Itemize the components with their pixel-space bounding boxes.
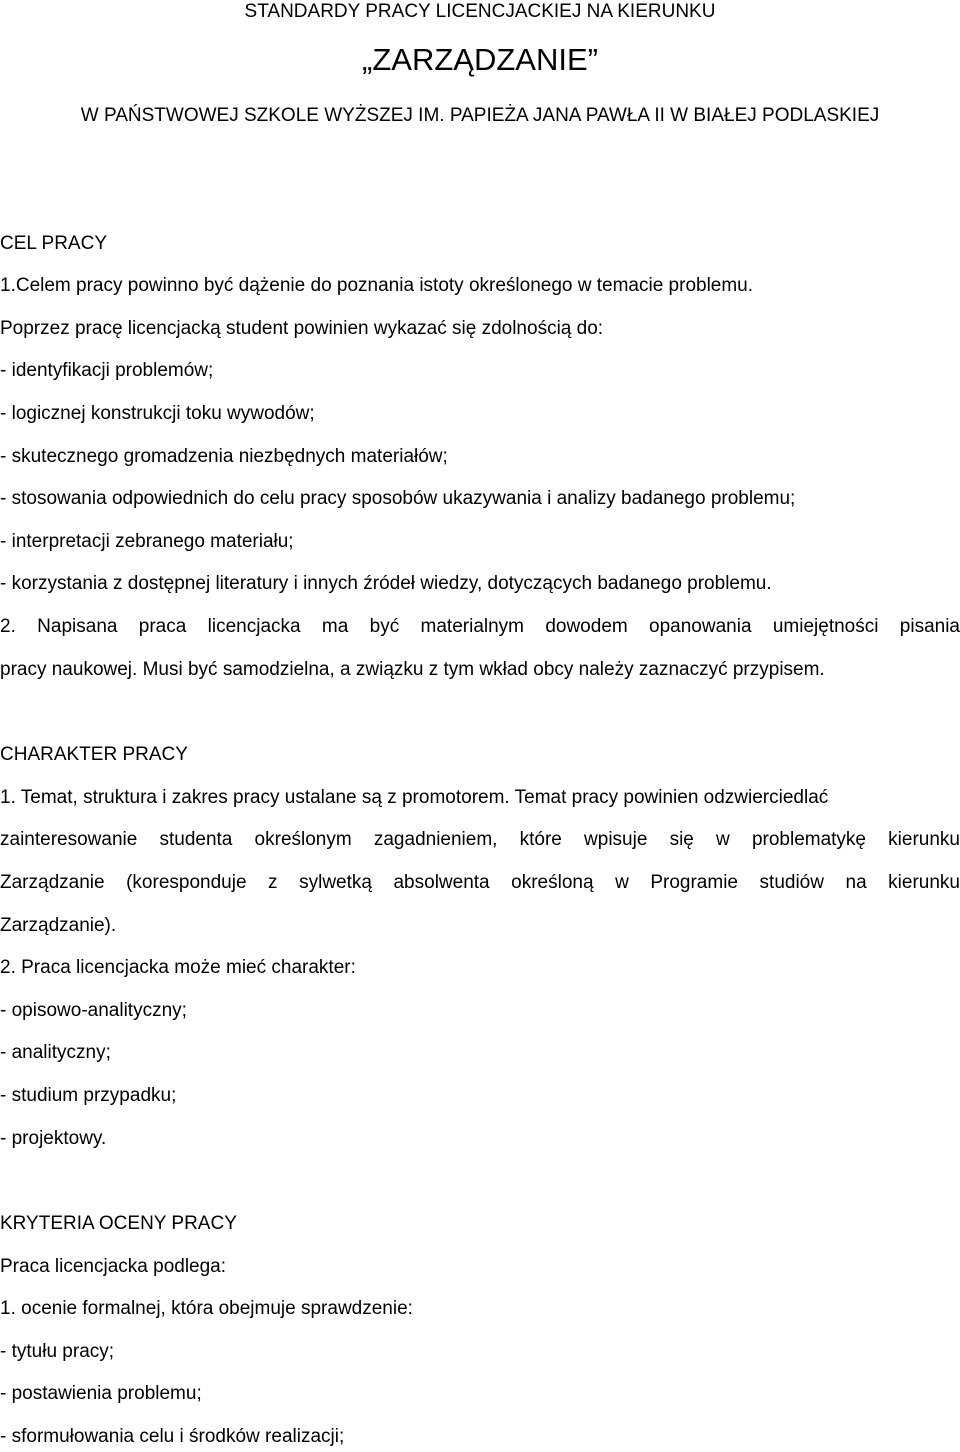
list-item: - skutecznego gromadzenia niezbędnych materiałów; [0, 446, 448, 467]
doc-title-line2: „ZARZĄDZANIE” [362, 42, 598, 77]
doc-title-line1: STANDARDY PRACY LICENCJACKIEJ NA KIERUNKU [244, 1, 716, 22]
paragraph: Zarządzanie (koresponduje z sylwetką absolwenta określoną w Programie studiów na kierunku [0, 872, 960, 893]
paragraph: zainteresowanie studenta określonym zagadnieniem, które wpisuje się w problematykę kierunku [0, 829, 960, 850]
section-heading-charakter: CHARAKTER PRACY [0, 744, 188, 765]
list-item: - logicznej konstrukcji toku wywodów; [0, 403, 315, 424]
list-item: - tytułu pracy; [0, 1341, 115, 1362]
section-heading-kryteria: KRYTERIA OCENY PRACY [0, 1213, 237, 1234]
list-item: - identyfikacji problemów; [0, 360, 214, 381]
list-item: - analityczny; [0, 1042, 111, 1063]
paragraph: 1. Temat, struktura i zakres pracy ustalane są z promotorem. Temat pracy powinien odzwierciedlać [0, 787, 829, 808]
list-item: - korzystania z dostępnej literatury i innych źródeł wiedzy, dotyczących badanego problemu. [0, 573, 772, 594]
list-item: - projektowy. [0, 1128, 107, 1149]
doc-title-line3: W PAŃSTWOWEJ SZKOLE WYŻSZEJ IM. PAPIEŻA JANA PAWŁA II W BIAŁEJ PODLASKIEJ [80, 105, 880, 126]
list-item: - opisowo-analityczny; [0, 1000, 187, 1021]
list-item: - postawienia problemu; [0, 1383, 202, 1404]
paragraph: Poprzez pracę licencjacką student powinien wykazać się zdolnością do: [0, 318, 604, 339]
paragraph: 2. Napisana praca licencjacka ma być materialnym dowodem opanowania umiejętności pisania [0, 616, 960, 637]
paragraph: Praca licencjacka podlega: [0, 1256, 227, 1277]
paragraph: 2. Praca licencjacka może mieć charakter: [0, 957, 356, 978]
list-item: - interpretacji zebranego materiału; [0, 531, 294, 552]
section-heading-cel: CEL PRACY [0, 233, 107, 254]
paragraph: 1.Celem pracy powinno być dążenie do poznania istoty określonego w temacie problemu. [0, 275, 754, 296]
paragraph: 1. ocenie formalnej, która obejmuje sprawdzenie: [0, 1298, 413, 1319]
list-item: - stosowania odpowiednich do celu pracy sposobów ukazywania i analizy badanego problemu; [0, 488, 796, 509]
list-item: - sformułowania celu i środków realizacji; [0, 1426, 345, 1447]
list-item: - studium przypadku; [0, 1085, 177, 1106]
paragraph: Zarządzanie). [0, 915, 117, 936]
paragraph: pracy naukowej. Musi być samodzielna, a związku z tym wkład obcy należy zaznaczyć przypisem. [0, 659, 825, 680]
